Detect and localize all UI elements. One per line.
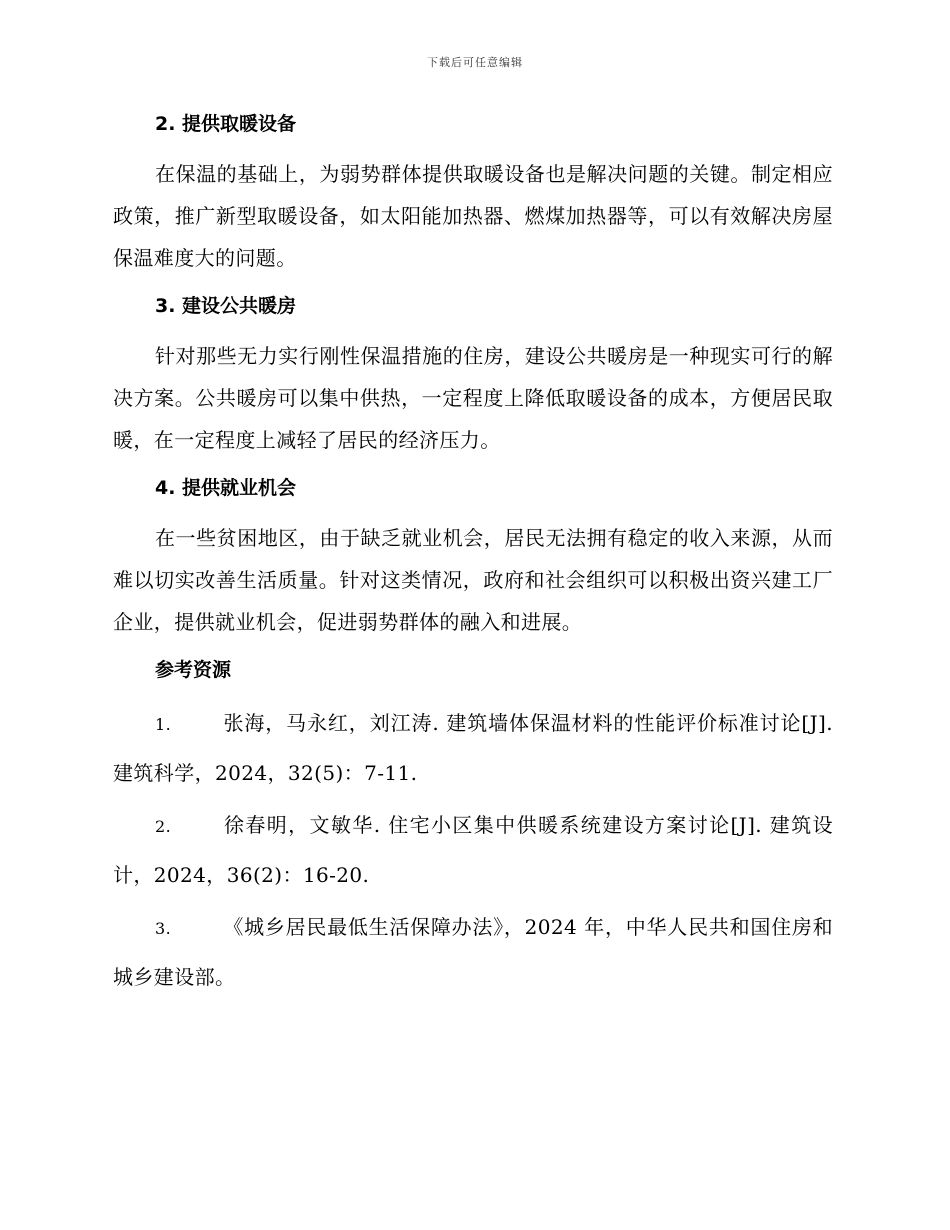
reference-number: 1. (155, 715, 172, 734)
reference-text: 张海，马永红，刘江涛. 建筑墙体保温材料的性能评价标准讨论[J]. 建筑科学，2024，32(5)：7-11. (113, 711, 833, 785)
section-title: 4. 提供就业机会 (155, 477, 297, 499)
references-title: 参考资源 (155, 659, 232, 681)
section-title: 2. 提供取暖设备 (155, 113, 297, 135)
document-body (113, 110, 833, 1001)
section-paragraph: 在一些贫困地区，由于缺乏就业机会，居民无法拥有稳定的收入来源，从而难以切实改善生活质量。针对这类情况，政府和社会组织可以积极出资兴建工厂企业，提供就业机会，促进弱势群体的融入和进展。 (113, 526, 833, 634)
section-employment (113, 474, 833, 643)
section-paragraph: 针对那些无力实行刚性保温措施的住房，建设公共暖房是一种现实可行的解决方案。公共暖房可以集中供热，一定程度上降低取暖设备的成本，方便居民取暖，在一定程度上减轻了居民的经济压力。 (113, 344, 833, 452)
section-title: 3. 建设公共暖房 (155, 295, 297, 317)
reference-number: 3. (155, 919, 172, 938)
reference-item (113, 903, 833, 1001)
section-paragraph: 在保温的基础上，为弱势群体提供取暖设备也是解决问题的关键。制定相应政策，推广新型取暖设备，如太阳能加热器、燃煤加热器等，可以有效解决房屋保温难度大的问题。 (113, 162, 833, 270)
section-heating-equipment (113, 110, 833, 279)
reference-text: 《城乡居民最低生活保障办法》，2024 年，中华人民共和国住房和城乡建设部。 (113, 915, 833, 989)
reference-item (113, 801, 833, 899)
reference-text: 徐春明，文敏华. 住宅小区集中供暖系统建设方案讨论[J]. 建筑设计，2024，36(2)：16-20. (113, 813, 833, 887)
reference-number: 2. (155, 817, 172, 836)
section-public-warm-house (113, 292, 833, 461)
page-header: 下载后可任意编辑 (427, 56, 523, 69)
reference-item (113, 699, 833, 797)
references-section (113, 656, 833, 1001)
